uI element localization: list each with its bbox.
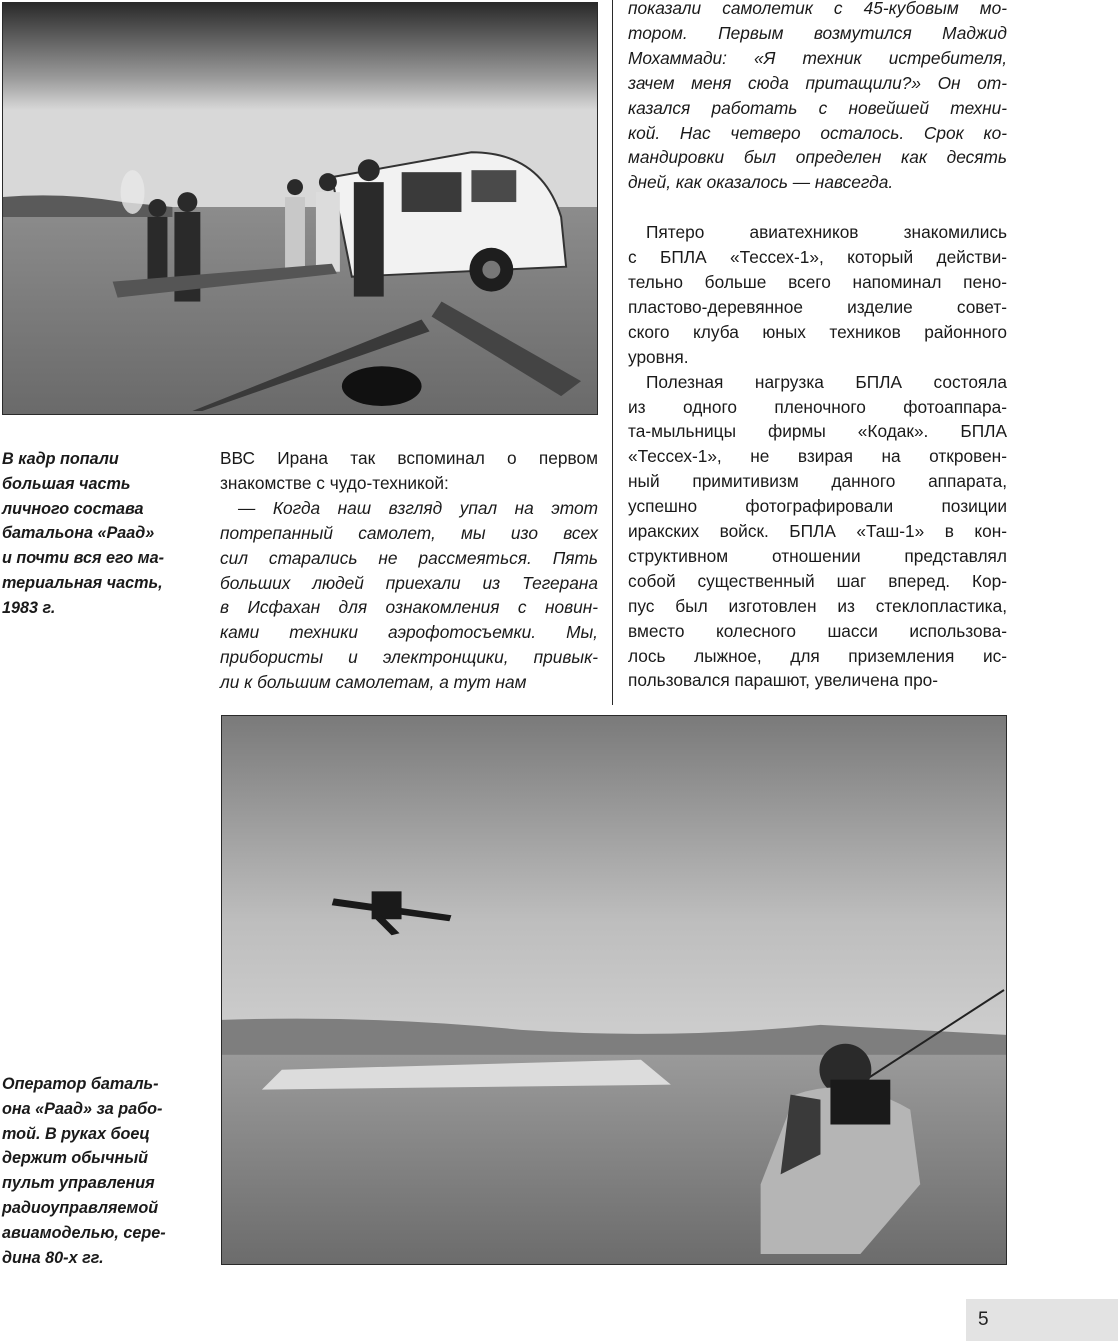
text-line: в Исфахан для ознакомления с новин- bbox=[220, 597, 598, 618]
text-line: вместо колесного шасси использова- bbox=[628, 620, 1007, 641]
text-line: зачем меня сюда притащили?» Он от- bbox=[628, 72, 1007, 93]
text-line: казался работать с новейшей техни- bbox=[628, 97, 1007, 118]
caption-line: пульт управления bbox=[2, 1174, 155, 1193]
caption-line: дина 80-х гг. bbox=[2, 1248, 104, 1267]
text-line: ный примитивизм данного аппарата, bbox=[628, 471, 1007, 492]
text-line: с БПЛА «Тессех-1», который действи- bbox=[628, 247, 1007, 268]
caption-line: и почти вся его ма- bbox=[2, 549, 164, 568]
text-line: ками техники аэрофотосъемки. Мы, bbox=[220, 622, 598, 643]
photo-uav-team-image bbox=[3, 3, 597, 414]
text-line: Полезная нагрузка БПЛА состояла bbox=[646, 371, 1007, 392]
caption-line: батальона «Раад» bbox=[2, 524, 155, 543]
photo-operator-model-plane-image bbox=[222, 716, 1006, 1264]
caption-line: Оператор баталь- bbox=[2, 1075, 159, 1093]
text-line: собой существенный шаг вперед. Кор- bbox=[628, 570, 1007, 591]
caption-line: личного состава bbox=[2, 499, 144, 518]
caption-line: авиамоделью, сере- bbox=[2, 1223, 166, 1242]
text-line: пластово-деревянное изделие совет- bbox=[628, 296, 1007, 317]
text-line: структивном отношении представлял bbox=[628, 545, 1007, 566]
text-line: ли к большим самолетам, а тут нам bbox=[220, 672, 527, 693]
caption-line: В кадр попали bbox=[2, 450, 119, 468]
text-line bbox=[628, 195, 1007, 220]
caption-line: держит обычный bbox=[2, 1149, 149, 1168]
text-line: пус был изготовлен из стеклопластика, bbox=[628, 595, 1007, 616]
text-line: потрепанный самолет, мы изо всех bbox=[220, 522, 598, 543]
text-line: больших людей приехали из Тегерана bbox=[220, 572, 598, 593]
text-line: иракских войск. БПЛА «Таш-1» в кон- bbox=[628, 521, 1007, 542]
text-line: знакомстве с чудо-техникой: bbox=[220, 472, 449, 493]
text-line: пользовался парашют, увеличена про- bbox=[628, 670, 939, 691]
text-line: дней, как оказалось — навсегда. bbox=[628, 172, 894, 193]
text-line: кой. Нас четверо осталось. Срок ко- bbox=[628, 122, 1007, 143]
caption-line: той. В руках боец bbox=[2, 1124, 150, 1143]
text-line: Пятеро авиатехников знакомились bbox=[646, 222, 1007, 243]
text-line: Мохаммади: «Я техник истребителя, bbox=[628, 47, 1007, 68]
photo-uav-team bbox=[2, 2, 598, 415]
text-line: успешно фотографировали позиции bbox=[628, 496, 1007, 517]
text-line: мандировки был определен как десять bbox=[628, 147, 1007, 168]
caption-line: большая часть bbox=[2, 474, 131, 493]
text-column-left bbox=[220, 446, 598, 695]
caption-line: териальная часть, bbox=[2, 573, 163, 592]
caption-bottom-photo bbox=[2, 1072, 202, 1270]
caption-line: радиоуправляемой bbox=[2, 1198, 159, 1217]
text-line: сил старались не рассмеяться. Пять bbox=[220, 547, 598, 568]
text-line: та-мыльницы фирмы «Кодак». БПЛА bbox=[628, 421, 1007, 442]
text-column-right bbox=[628, 0, 1007, 693]
caption-top-photo bbox=[2, 447, 197, 621]
text-line: ского клуба юных техников районного bbox=[628, 321, 1007, 342]
page-number: 5 bbox=[978, 1309, 989, 1330]
text-line: тором. Первым возмутился Маджид bbox=[628, 22, 1007, 43]
text-line: показали самолетик с 45-кубовым мо- bbox=[628, 0, 1007, 18]
caption-line: она «Раад» за рабо- bbox=[2, 1099, 163, 1118]
text-line: ВВС Ирана так вспоминал о первом bbox=[220, 448, 598, 468]
page-number-box bbox=[966, 1299, 1118, 1341]
text-line: — Когда наш взгляд упал на этот bbox=[238, 497, 598, 518]
caption-line: 1983 г. bbox=[2, 598, 56, 617]
text-line: лось лыжное, для приземления ис- bbox=[628, 645, 1007, 666]
column-divider bbox=[612, 0, 613, 705]
photo-operator-model-plane bbox=[221, 715, 1007, 1265]
text-line: прибористы и электронщики, привык- bbox=[220, 647, 598, 668]
text-line: уровня. bbox=[628, 346, 689, 367]
text-line: из одного пленочного фотоаппара- bbox=[628, 396, 1007, 417]
text-line: тельно больше всего напоминал пено- bbox=[628, 271, 1007, 292]
text-line: «Тессех-1», не взирая на откровен- bbox=[628, 446, 1007, 467]
